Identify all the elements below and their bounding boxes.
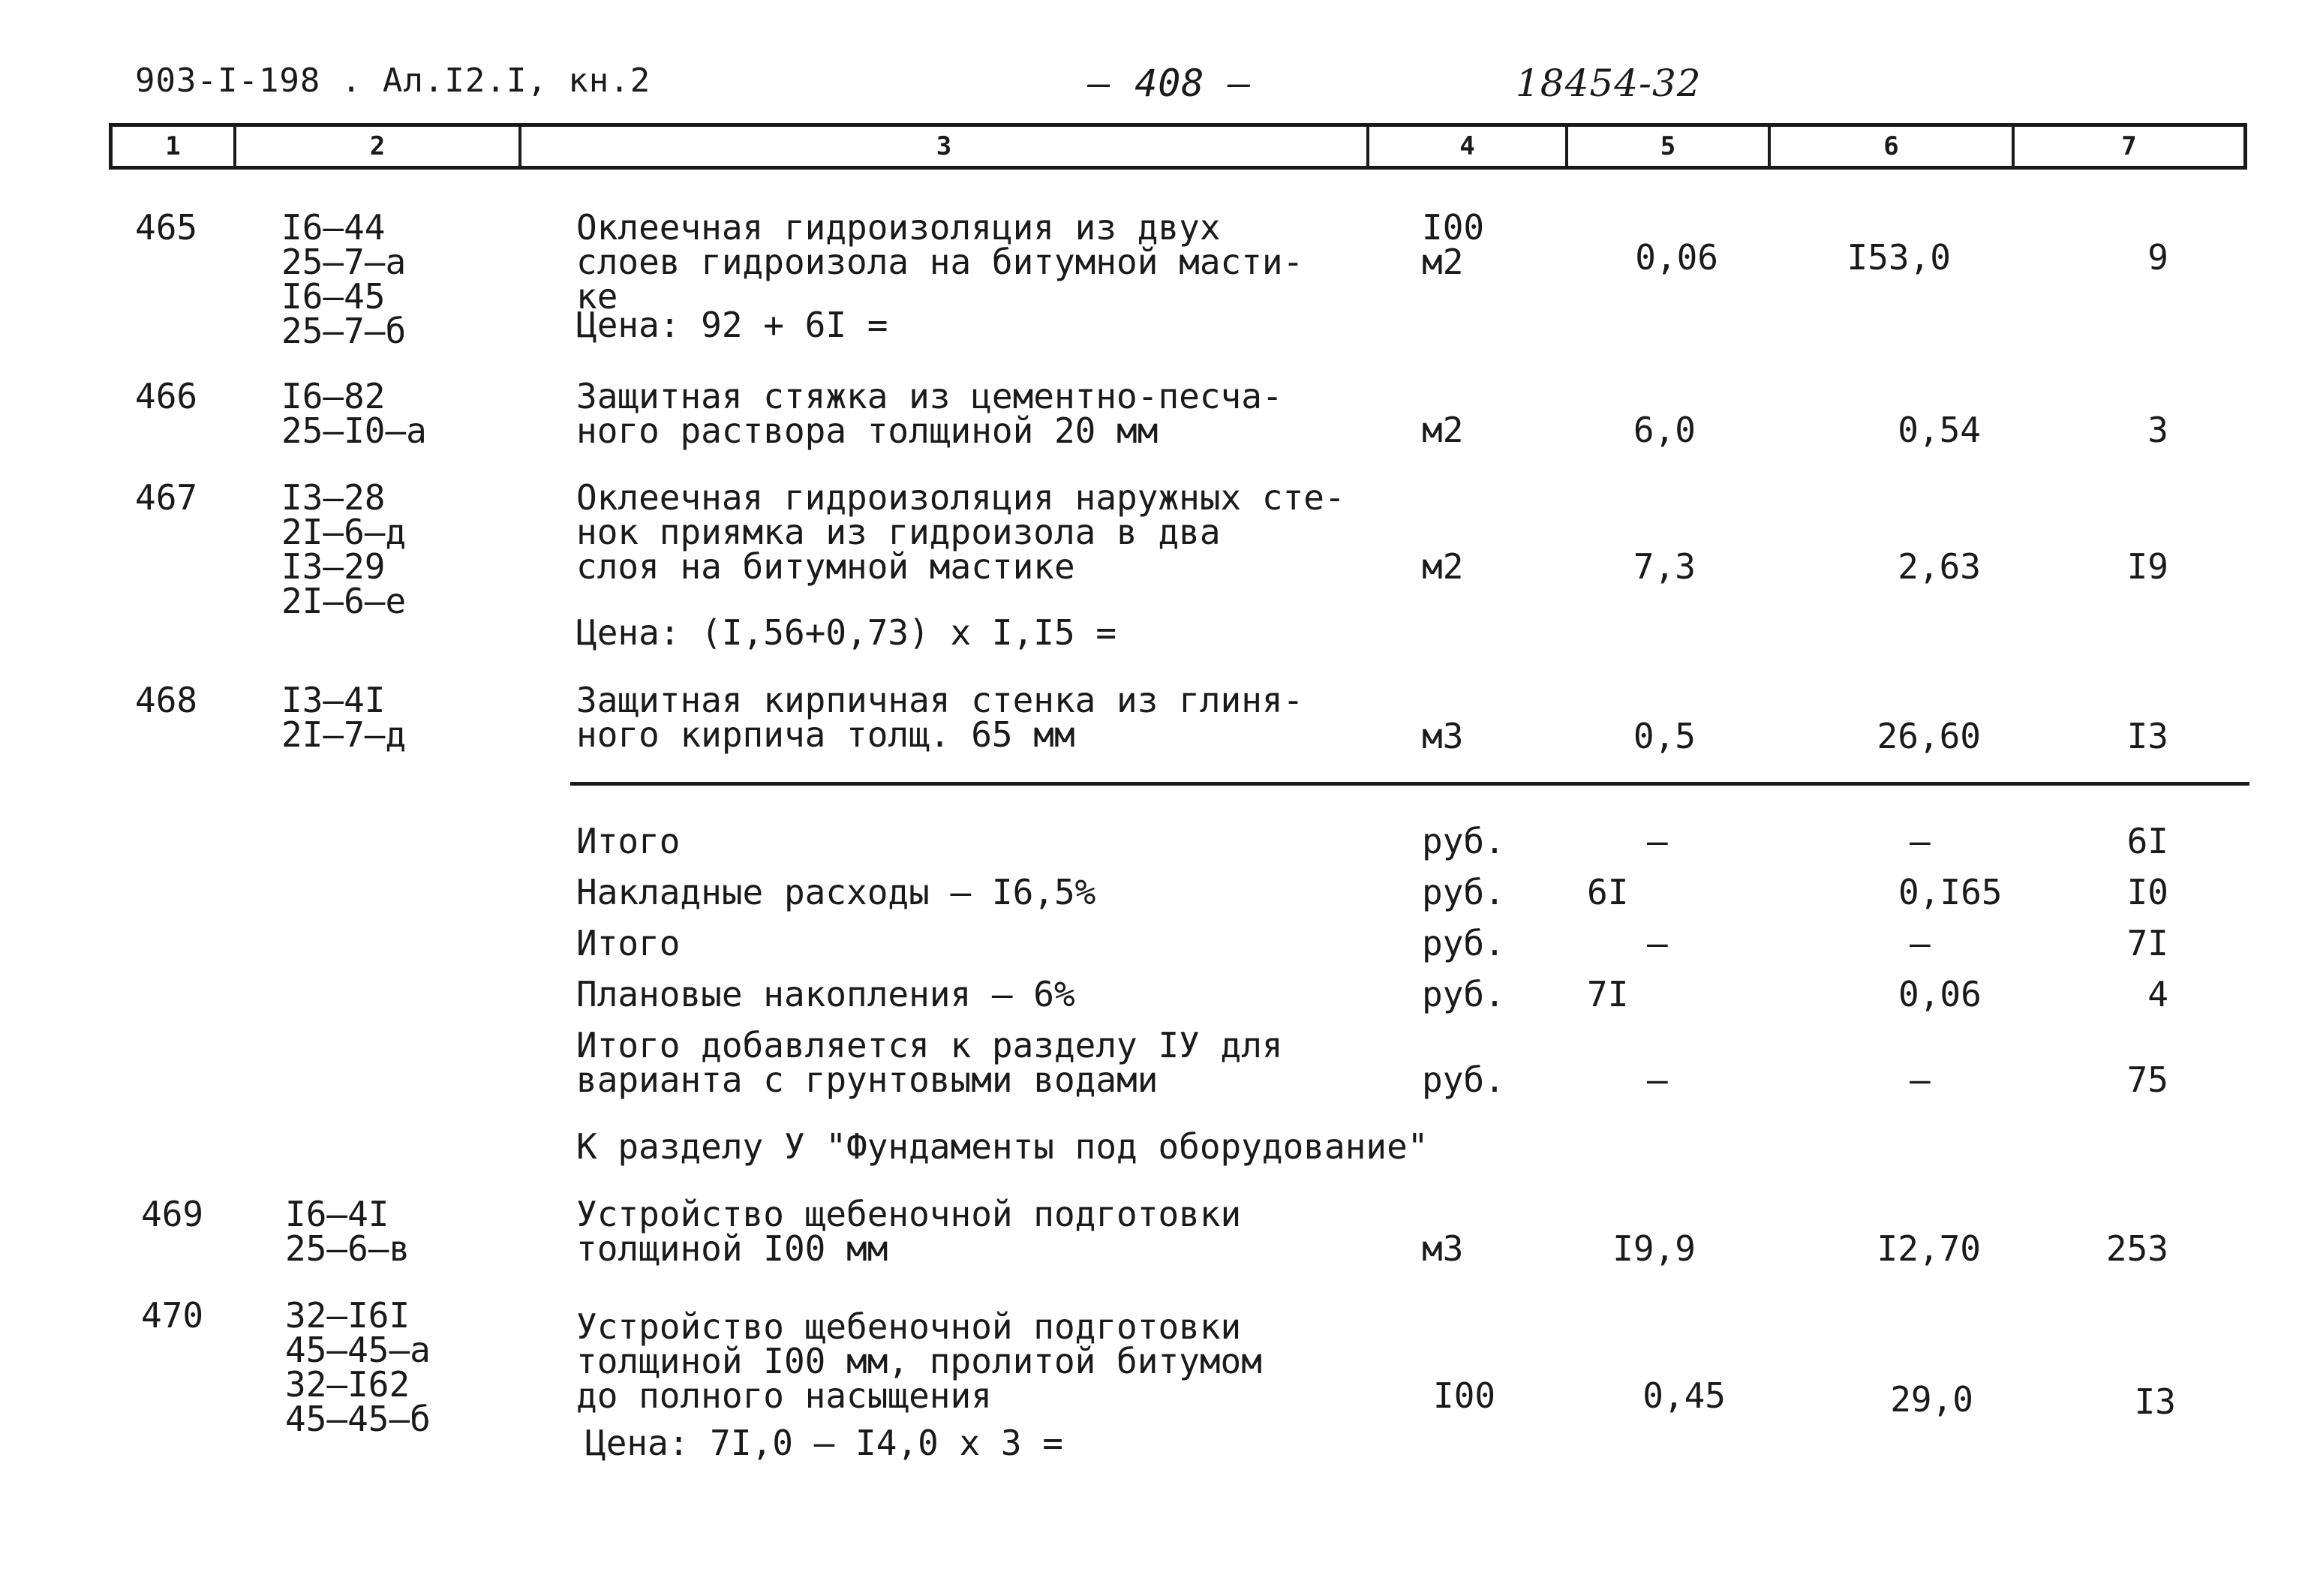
column-header-7: 7 — [2121, 131, 2137, 161]
row-number: 469 — [141, 1194, 204, 1234]
column-header-4: 4 — [1369, 127, 1568, 166]
summary-col6: — — [1910, 923, 1931, 963]
column-header-3: 3 — [521, 127, 1369, 166]
quantity: 6,0 — [1633, 410, 1696, 450]
row-number: 466 — [135, 376, 198, 416]
section-divider — [570, 782, 2249, 786]
summary-col7: 4 — [2147, 974, 2168, 1014]
summary-col7: 6I — [2126, 821, 2168, 861]
row-number: 468 — [135, 680, 198, 720]
unit: м3 — [1422, 716, 1464, 756]
column-header-6: 6 — [1771, 127, 2015, 166]
summary-unit: руб. — [1422, 923, 1505, 963]
work-description: Защитная стяжка из цементно-песча- ного раствора толщиной 20 мм — [576, 376, 1283, 451]
quantity: 0,5 — [1633, 716, 1696, 756]
summary-col5: — — [1647, 1059, 1668, 1100]
unit: I00 м2 — [1422, 207, 1485, 282]
unit: м2 — [1422, 546, 1464, 587]
work-description: Оклеечная гидроизоляция наружных сте- нок приямка из гидроизола в два слоя на битумной мастике — [576, 477, 1345, 587]
row-number: 465 — [135, 207, 198, 248]
inventory-number: 18454-32 — [1516, 62, 1702, 105]
column-header-1: 1 — [113, 127, 236, 166]
summary-col7: 7I — [2126, 923, 2168, 963]
total-cost: 253 — [2105, 1228, 2168, 1269]
quantity: I9,9 — [1612, 1228, 1696, 1269]
total-cost: I3 — [2126, 716, 2168, 756]
column-header-row — [109, 123, 2247, 170]
total-cost: I3 — [2134, 1381, 2176, 1422]
summary-col6: — — [1910, 1059, 1931, 1100]
total-cost: 3 — [2147, 410, 2168, 450]
summary-label: Итого — [576, 923, 681, 963]
norm-codes: 32—I6I 45—45—а 32—I62 45—45—б — [285, 1295, 431, 1439]
summary-col5: — — [1647, 821, 1668, 861]
summary-label: Итого — [576, 821, 681, 861]
work-description: Защитная кирпичная стенка из глиня- ного кирпича толщ. 65 мм — [576, 680, 1304, 755]
unit: м2 — [1422, 410, 1464, 450]
unit-price: 26,60 — [1877, 716, 1981, 756]
norm-codes: I6—82 25—I0—а — [281, 376, 427, 451]
summary-col7: 75 — [2126, 1059, 2168, 1100]
summary-unit: руб. — [1422, 1059, 1505, 1100]
summary-col7: I0 — [2126, 872, 2168, 912]
summary-col6: 0,06 — [1898, 974, 1982, 1014]
total-cost: I9 — [2126, 546, 2168, 587]
summary-label: Плановые накопления — 6% — [576, 974, 1075, 1014]
norm-codes: I3—4I 2I—7—д — [281, 680, 407, 755]
unit-price: 29,0 — [1890, 1379, 1973, 1420]
quantity: 0,06 — [1635, 237, 1718, 278]
summary-unit: руб. — [1422, 974, 1505, 1014]
summary-col5: 6I — [1587, 872, 1629, 912]
quantity: 0,45 — [1642, 1375, 1726, 1416]
summary-unit: руб. — [1422, 821, 1505, 861]
summary-unit: руб. — [1422, 872, 1505, 912]
unit: м3 — [1422, 1228, 1464, 1269]
column-header-2: 2 — [236, 127, 521, 166]
price-formula: Цена: 7I,0 — I4,0 x 3 = — [585, 1423, 1063, 1463]
summary-label: Накладные расходы — I6,5% — [576, 872, 1096, 912]
summary-col5: — — [1647, 923, 1668, 963]
price-formula: Цена: (I,56+0,73) x I,I5 = — [576, 612, 1117, 653]
summary-col6: 0,I65 — [1898, 872, 2003, 912]
price-formula: Цена: 92 + 6I = — [576, 305, 888, 345]
row-number: 470 — [141, 1295, 204, 1336]
unit: I00 — [1433, 1375, 1496, 1416]
unit-price: I53,0 — [1847, 237, 1951, 278]
section-title: К разделу У "Фундаменты под оборудование" — [576, 1126, 1429, 1167]
norm-codes: I3—28 2I—6—д I3—29 2I—6—е — [281, 477, 407, 621]
norm-codes: I6—44 25—7—а I6—45 25—7—б — [281, 207, 407, 351]
row-number: 467 — [135, 477, 198, 518]
work-description: Устройство щебеночной подготовки толщиной I00 мм — [576, 1194, 1242, 1269]
summary-col5: 7I — [1587, 974, 1629, 1014]
summary-label: Итого добавляется к разделу IУ для варианта с грунтовыми водами — [576, 1025, 1283, 1100]
unit-price: 0,54 — [1898, 410, 1981, 450]
work-description: Оклеечная гидроизоляция из двух слоев гидроизола на битумной масти- ке — [576, 207, 1304, 317]
norm-codes: I6—4I 25—6—в — [285, 1194, 410, 1269]
work-description: Устройство щебеночной подготовки толщиной I00 мм, пролитой битумом до полного насыщения — [576, 1306, 1262, 1416]
quantity: 7,3 — [1633, 546, 1696, 587]
unit-price: 2,63 — [1898, 546, 1981, 587]
page-number: — 408 — — [1088, 62, 1252, 105]
unit-price: I2,70 — [1877, 1228, 1981, 1269]
total-cost: 9 — [2147, 237, 2168, 278]
summary-col6: — — [1910, 821, 1931, 861]
document-code: 903-I-198 . Ал.I2.I, кн.2 — [135, 62, 651, 100]
column-header-5: 5 — [1568, 127, 1771, 166]
